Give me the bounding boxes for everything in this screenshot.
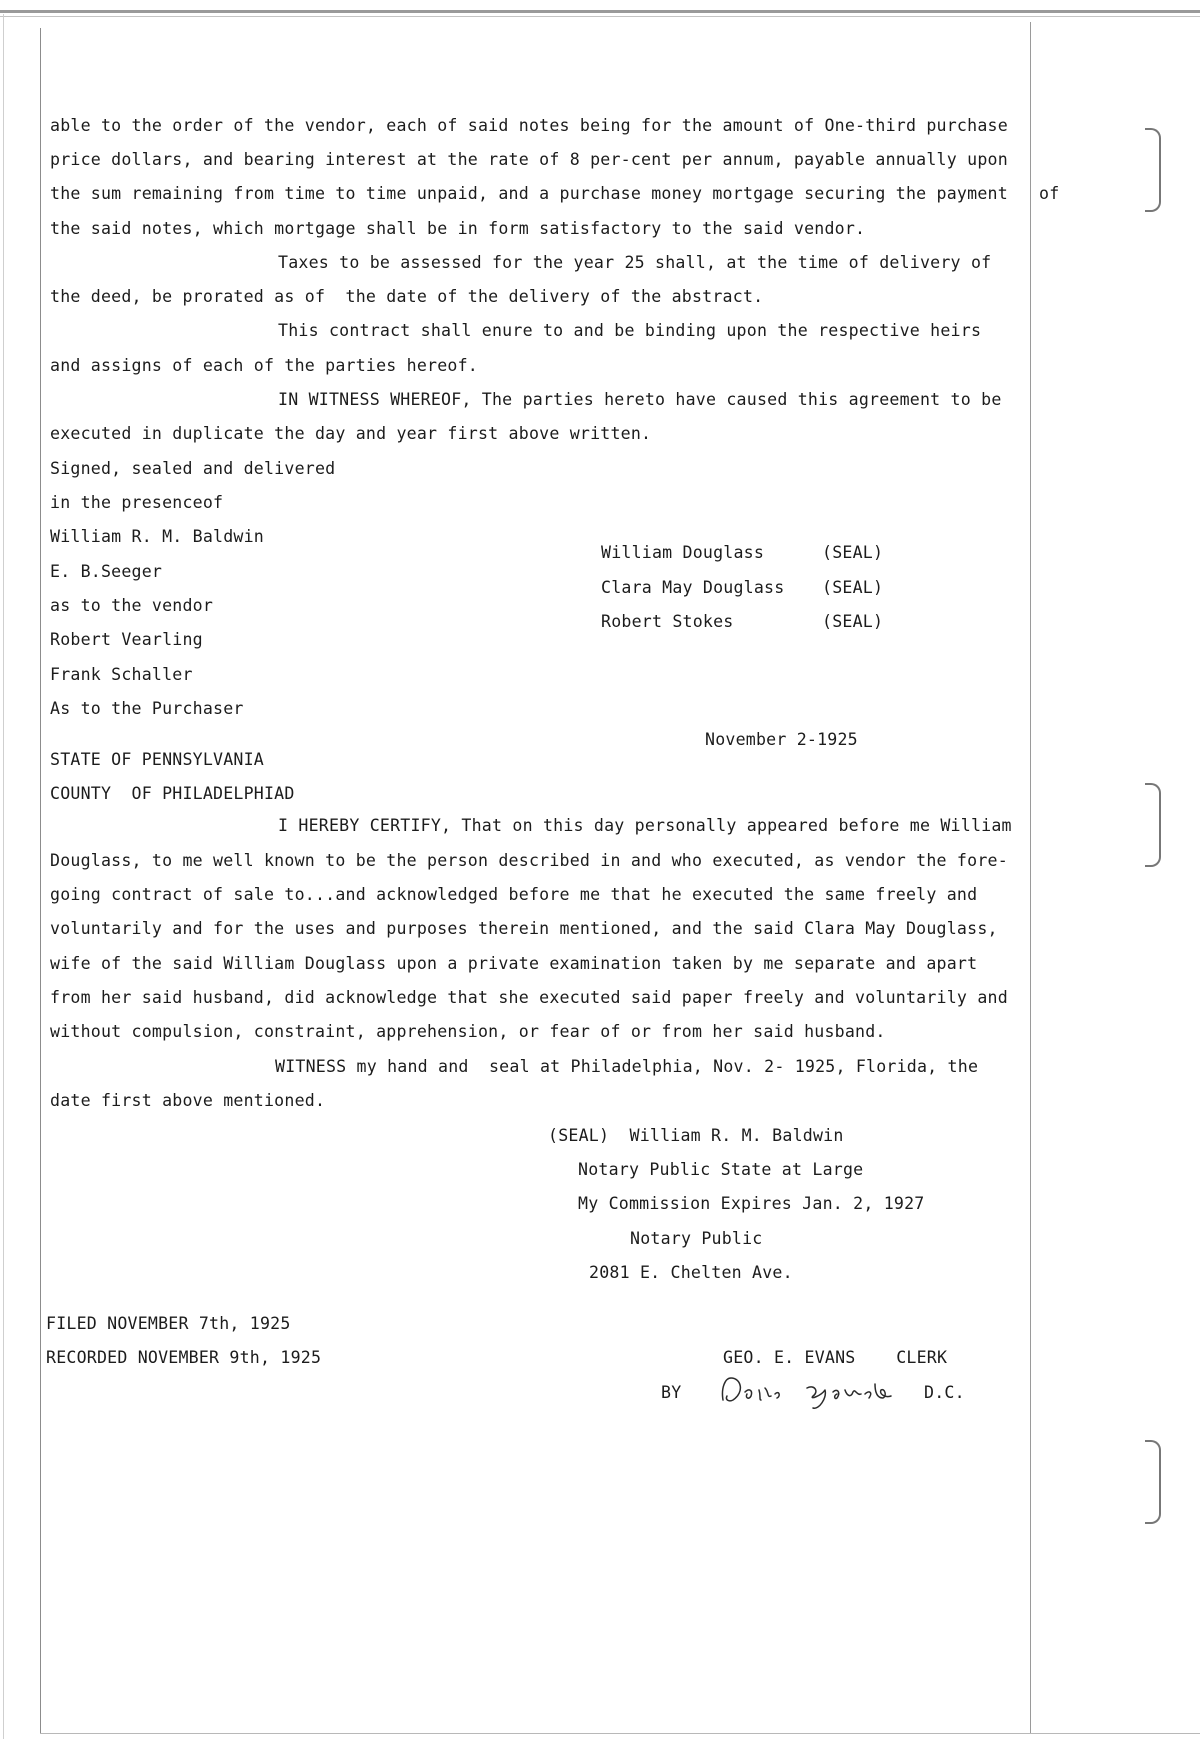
binder-hole-icon [1145, 128, 1161, 212]
certificate-line: wife of the said William Douglass upon a private examination taken by me separate and apart [50, 954, 978, 973]
notary-line: Notary Public State at Large [578, 1160, 864, 1179]
body-line: able to the order of the vendor, each of said notes being for the amount of One-third purchase [50, 116, 1008, 135]
notary-line: Notary Public [630, 1229, 763, 1248]
venue-county: COUNTY OF PHILADELPHIAD [50, 784, 295, 803]
certificate-line: without compulsion, constraint, apprehension, or fear of or from her said husband. [50, 1022, 886, 1041]
seal-label: (SEAL) [822, 578, 884, 597]
certificate-line: from her said husband, did acknowledge that she executed said paper freely and voluntarily and [50, 988, 1008, 1007]
body-line: IN WITNESS WHEREOF, The parties hereto have caused this agreement to be [278, 390, 1002, 409]
venue-state: STATE OF PENNSYLVANIA [50, 750, 264, 769]
notary-line: (SEAL) William R. M. Baldwin [548, 1126, 844, 1145]
handwritten-signature [715, 1370, 925, 1410]
witness-line: Robert Vearling [50, 630, 203, 649]
witness-line: as to the vendor [50, 596, 214, 615]
body-line: the said notes, which mortgage shall be in form satisfactory to the said vendor. [50, 219, 866, 238]
witness-line: Signed, sealed and delivered [50, 459, 336, 478]
witness-line: E. B.Seeger [50, 562, 163, 581]
notary-line: 2081 E. Chelten Ave. [589, 1263, 793, 1282]
seal-label: (SEAL) [822, 543, 884, 562]
top-border [0, 10, 1200, 13]
seal-label: (SEAL) [822, 612, 884, 631]
signatory-name: William Douglass [601, 543, 765, 562]
recorded-line: RECORDED NOVEMBER 9th, 1925 [46, 1348, 322, 1367]
date-line: November 2-1925 [705, 730, 858, 749]
dc-label: D.C. [924, 1383, 965, 1402]
certificate-line: Douglass, to me well known to be the person described in and who executed, as vendor the fore- [50, 851, 1008, 870]
body-line: executed in duplicate the day and year first above written. [50, 424, 652, 443]
left-margin-rule [40, 28, 41, 1733]
certificate-line: date first above mentioned. [50, 1091, 326, 1110]
margin-word: of [1039, 184, 1060, 203]
by-label: BY [661, 1383, 682, 1402]
witness-line: Frank Schaller [50, 665, 193, 684]
notary-line: My Commission Expires Jan. 2, 1927 [578, 1194, 925, 1213]
bottom-border [40, 1733, 1200, 1734]
filed-line: FILED NOVEMBER 7th, 1925 [46, 1314, 291, 1333]
body-line: Taxes to be assessed for the year 25 shall, at the time of delivery of [278, 253, 992, 272]
clerk-line: GEO. E. EVANS CLERK [723, 1348, 948, 1367]
binder-hole-icon [1145, 783, 1161, 867]
witness-line: As to the Purchaser [50, 699, 244, 718]
body-line: the sum remaining from time to time unpaid, and a purchase money mortgage securing the payment [50, 184, 1008, 203]
witness-line: in the presenceof [50, 493, 224, 512]
body-line: and assigns of each of the parties hereof. [50, 356, 478, 375]
body-line: This contract shall enure to and be binding upon the respective heirs [278, 321, 982, 340]
signatory-name: Robert Stokes [601, 612, 734, 631]
certificate-line: I HEREBY CERTIFY, That on this day personally appeared before me William [278, 816, 1012, 835]
certificate-line: voluntarily and for the uses and purposes therein mentioned, and the said Clara May Douglass, [50, 919, 998, 938]
top-border-secondary [0, 16, 1200, 17]
certificate-line: going contract of sale to...and acknowledged before me that he executed the same freely and [50, 885, 978, 904]
binder-hole-icon [1145, 1440, 1161, 1524]
certificate-line: WITNESS my hand and seal at Philadelphia, Nov. 2- 1925, Florida, the [275, 1057, 979, 1076]
right-margin-rule [1030, 22, 1031, 1733]
body-line: price dollars, and bearing interest at the rate of 8 per-cent per annum, payable annually upon [50, 150, 1008, 169]
witness-line: William R. M. Baldwin [50, 527, 264, 546]
left-page-edge [3, 14, 4, 1739]
body-line: the deed, be prorated as of the date of the delivery of the abstract. [50, 287, 764, 306]
signatory-name: Clara May Douglass [601, 578, 785, 597]
